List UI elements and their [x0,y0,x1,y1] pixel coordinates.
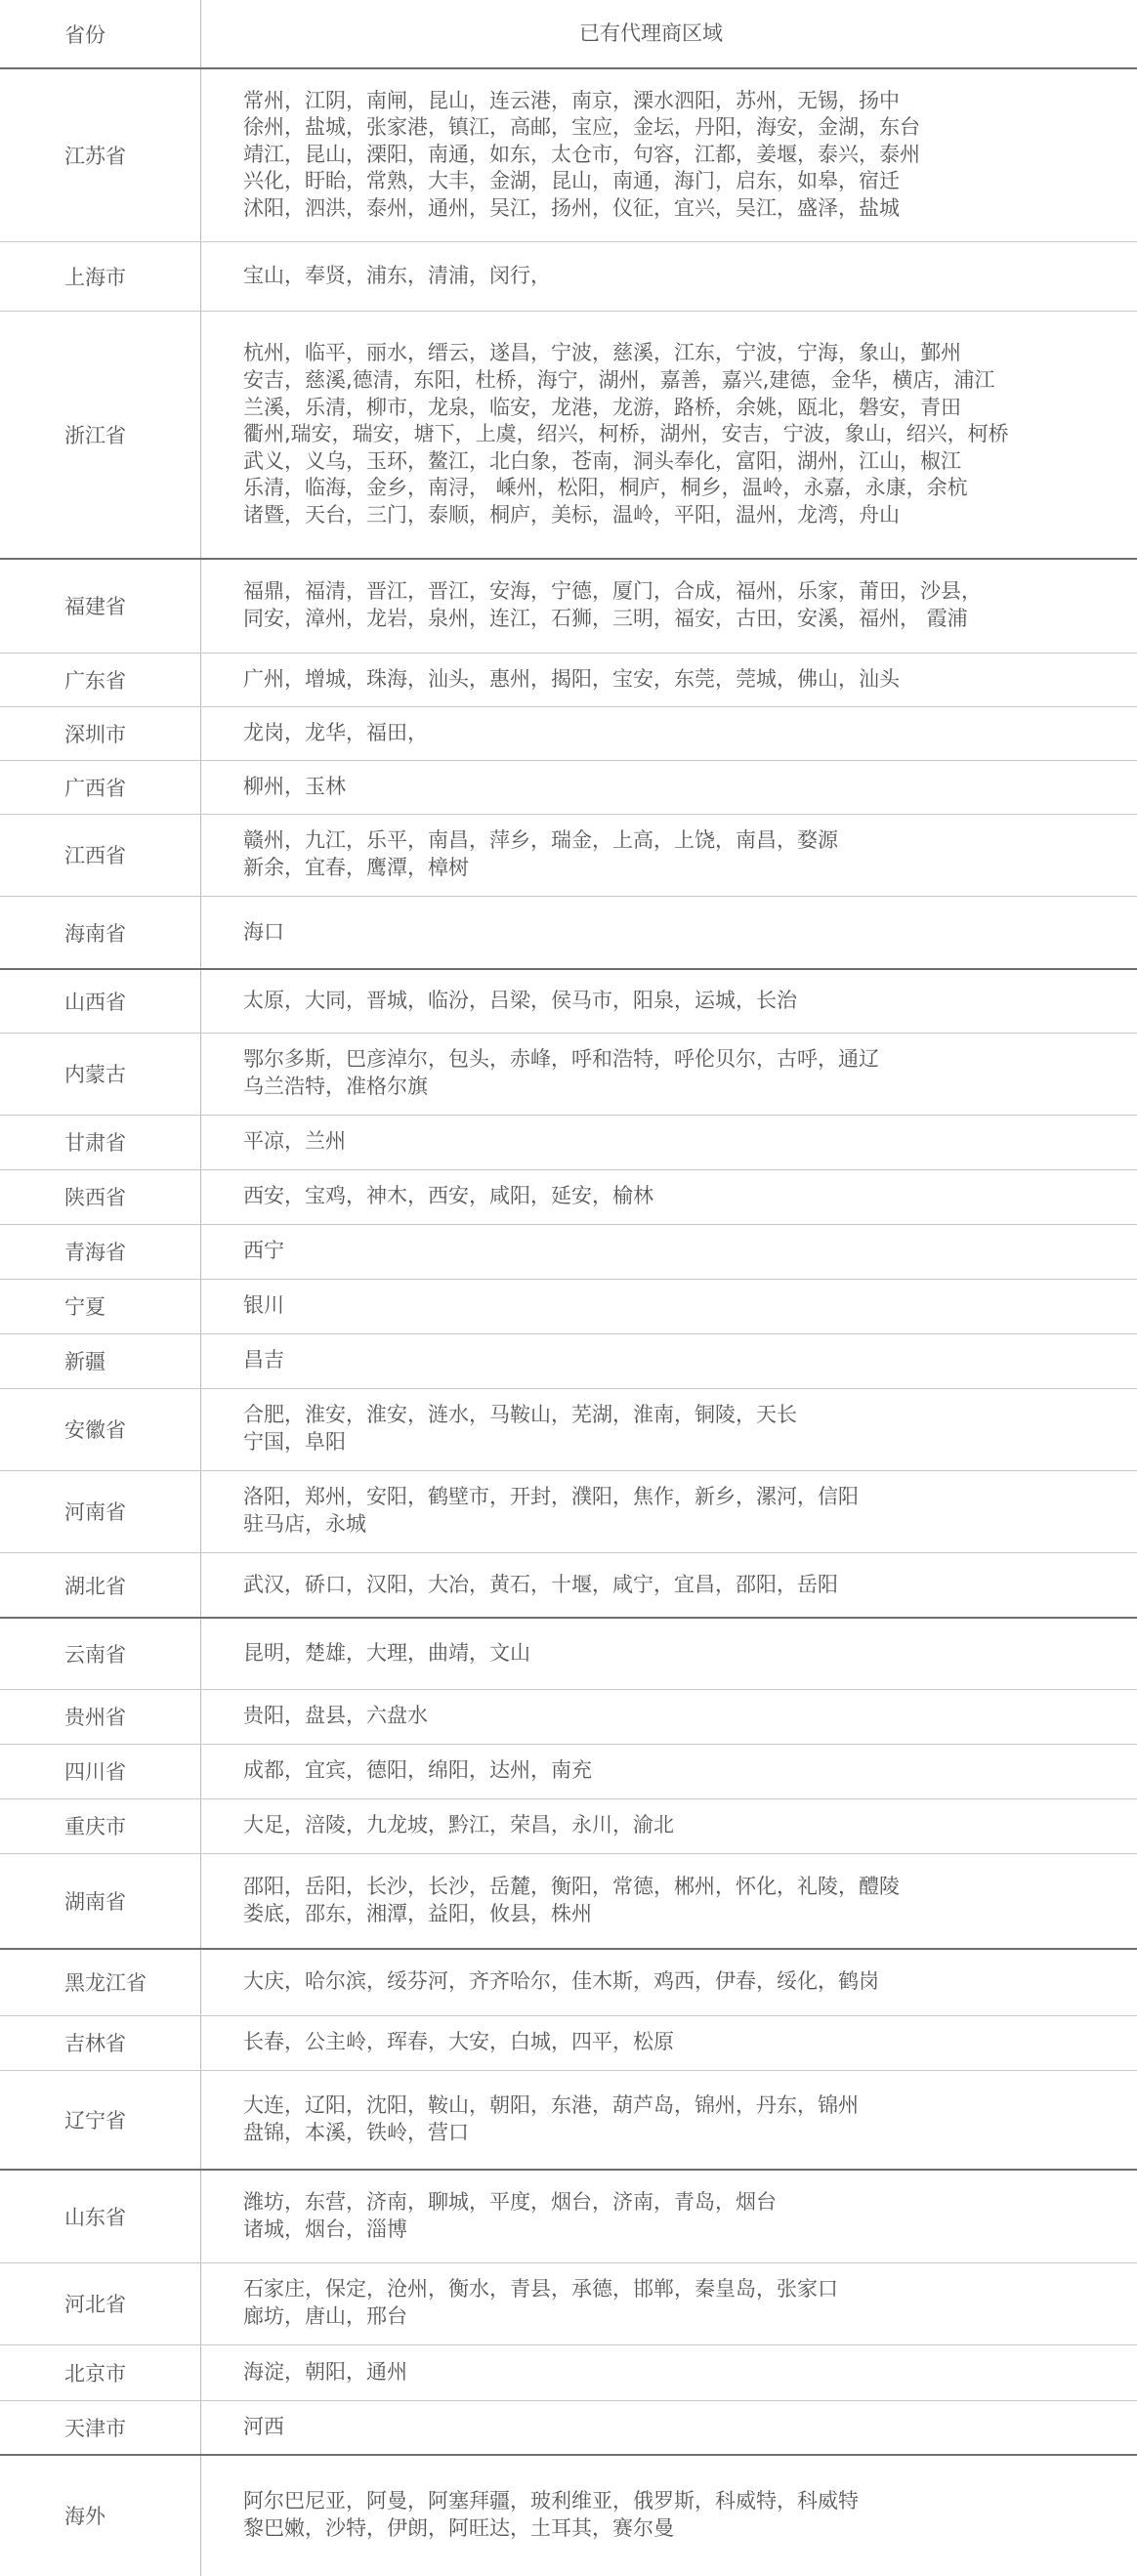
table-row [0,1169,1137,1224]
province-cell: 海外 [0,2455,201,2576]
area-line: 海口 [243,919,284,944]
province-cell: 青海省 [0,1224,201,1279]
row-divider [0,1169,1137,1170]
table-row [0,1333,1137,1388]
province-cell: 甘肃省 [0,1115,201,1169]
area-line: 鄂尔多斯，巴彦淖尔，包头，赤峰，呼和浩特，呼伦贝尔，古呼，通辽 [243,1047,879,1072]
area-line: 邵阳，岳阳，长沙，长沙，岳麓，衡阳，常德，郴州，怀化，礼陵，醴陵 [243,1875,900,1899]
areas-cell [202,1949,1137,2015]
row-divider [0,1115,1137,1116]
table-row [0,1853,1137,1949]
area-line: 安吉，慈溪,德清，东阳，杜桥，海宁，湖州，嘉善，嘉兴,建德，金华，横店，浦江 [243,368,995,393]
province-cell: 安徽省 [0,1388,201,1470]
area-line: 靖江，昆山，溧阳，南通，如东，太仓市，句容，江都，姜堰，泰兴，泰州 [243,142,920,166]
areas-cell [202,1618,1137,1689]
table-row [0,1279,1137,1333]
area-line: 贵阳，盘县，六盘水 [243,1704,428,1728]
areas-cell [202,706,1137,760]
table-row [0,2400,1137,2455]
table-row [0,68,1137,241]
section-divider [0,968,1137,970]
area-line: 银川 [243,1293,284,1318]
table-row [0,969,1137,1033]
table-row [0,760,1137,814]
row-divider [0,760,1137,761]
area-line: 大足，涪陵，九龙坡，黔江，荣昌，永川，渝北 [243,1813,674,1837]
table-row [0,2262,1137,2344]
table-row [0,1618,1137,1689]
table-row [0,2170,1137,2262]
table-row [0,1388,1137,1470]
areas-cell [202,896,1137,969]
area-line: 诸城，烟台，淄博 [243,2217,407,2241]
province-cell: 吉林省 [0,2015,201,2070]
province-cell: 四川省 [0,1744,201,1798]
areas-cell [202,311,1137,559]
province-cell: 北京市 [0,2344,201,2400]
row-divider [0,1279,1137,1280]
table-row [0,2015,1137,2070]
row-divider [0,1333,1137,1334]
areas-cell [202,2015,1137,2070]
section-divider [0,2454,1137,2456]
row-divider [0,1798,1137,1799]
area-line: 杭州，临平，丽水，缙云，遂昌，宁波，慈溪，江东，宁波，宁海，象山，鄞州 [243,341,961,365]
row-divider [0,1853,1137,1854]
table-row [0,1744,1137,1798]
areas-cell [202,2070,1137,2170]
areas-cell [202,1552,1137,1618]
area-line: 黎巴嫩，沙特，伊朗，阿旺达，土耳其，赛尔曼 [243,2516,674,2540]
area-line: 西宁 [243,1239,284,1263]
row-divider [0,1033,1137,1034]
province-cell: 广东省 [0,653,201,706]
areas-cell [202,2344,1137,2400]
area-line: 太原，大同，晋城，临汾，吕梁，侯马市，阳泉，运城，长治 [243,988,797,1012]
table-row [0,1224,1137,1279]
table-row [0,1033,1137,1115]
row-divider [0,1552,1137,1553]
area-line: 诸暨，天台，三门，泰顺，桐庐，美标，温岭，平阳，温州，龙湾，舟山 [243,502,900,527]
areas-cell [202,1798,1137,1853]
area-line: 潍坊，东营，济南，聊城，平度，烟台，济南，青岛，烟台 [243,2189,777,2214]
row-divider [0,1224,1137,1225]
header-province: 省份 [0,0,201,68]
province-cell: 黑龙江省 [0,1949,201,2015]
section-divider [0,558,1137,560]
section-divider [0,1948,1137,1950]
area-line: 驻马店，永城 [243,1512,366,1536]
row-divider [0,2400,1137,2401]
province-cell: 天津市 [0,2400,201,2455]
areas-cell [202,1853,1137,1949]
area-line: 娄底，邵东，湘潭，益阳，攸县，株州 [243,1902,592,1925]
area-line: 昆明，楚雄，大理，曲靖，文山 [243,1640,530,1665]
area-line: 兴化，盱眙，常熟，大丰，金湖，昆山，南通，海门，启东，如皋，宿迁 [243,169,900,193]
row-divider [0,1744,1137,1745]
area-line: 昌吉 [243,1348,284,1372]
province-cell: 山西省 [0,969,201,1033]
areas-cell [202,2170,1137,2262]
province-cell: 宁夏 [0,1279,201,1333]
area-line: 宁国，阜阳 [243,1430,346,1454]
table-row [0,896,1137,969]
area-line: 阿尔巴尼亚，阿曼，阿塞拜疆，玻利维亚，俄罗斯，科威特，科威特 [243,2489,859,2513]
province-cell: 重庆市 [0,1798,201,1853]
row-divider [0,1470,1137,1471]
areas-cell [202,559,1137,653]
table-row [0,2455,1137,2576]
province-cell: 贵州省 [0,1689,201,1744]
area-line: 新余，宜春，鹰潭，樟树 [243,856,469,879]
areas-cell [202,1169,1137,1224]
header-areas: 已有代理商区域 [579,21,723,46]
area-line: 赣州，九江，乐平，南昌，萍乡，瑞金，上高，上饶，南昌，婺源 [243,828,838,853]
area-line: 海淀，朝阳，通州 [243,2359,407,2384]
area-line: 成都，宜宾，德阳，绵阳，达州，南充 [243,1758,592,1783]
area-line: 平凉，兰州 [243,1129,346,1154]
area-line: 石家庄，保定，沧州，衡水，青县，承德，邯郸，秦皇岛，张家口 [243,2277,838,2302]
table-row [0,241,1137,311]
province-cell: 河南省 [0,1470,201,1552]
province-cell: 山东省 [0,2170,201,2262]
area-line: 乐清，临海，金乡，南浔， 嵊州，松阳，桐庐，桐乡，温岭，永嘉，永康，余杭 [243,476,968,500]
province-cell: 江西省 [0,814,201,896]
areas-cell [202,2262,1137,2344]
row-divider [0,1388,1137,1389]
areas-cell [202,1388,1137,1470]
area-line: 廊坊，唐山，邢台 [243,2304,407,2328]
areas-cell [202,1115,1137,1169]
area-line: 广州，增城，珠海，汕头，惠州，揭阳，宝安，东莞，莞城，佛山，汕头 [243,666,900,691]
area-line: 大庆，哈尔滨，绥芬河，齐齐哈尔，佳木斯，鸡西，伊春，绥化，鹤岗 [243,1969,879,1994]
table-row [0,2070,1137,2170]
area-line: 柳州，玉林 [243,774,346,798]
province-cell: 新疆 [0,1333,201,1388]
row-divider [0,653,1137,654]
table-row [0,1552,1137,1618]
area-line: 衢州,瑞安，瑞安，塘下，上虞，绍兴，柯桥，湖州，安吉，宁波，象山，绍兴，柯桥 [243,422,1009,446]
area-line: 洛阳，郑州，安阳，鹤壁市，开封，濮阳，焦作，新乡，漯河，信阳 [243,1485,859,1509]
table-row [0,2344,1137,2400]
area-line: 沭阳，泗洪，泰州，通州，吴江，扬州，仪征，宜兴，吴江，盛泽，盐城 [243,195,900,220]
areas-cell [202,68,1137,241]
province-cell: 云南省 [0,1618,201,1689]
areas-cell [202,760,1137,814]
province-cell: 福建省 [0,559,201,653]
area-line: 常州，江阴，南闸，昆山，连云港，南京，溧水泗阳，苏州，无锡，扬中 [243,88,900,112]
areas-cell [202,969,1137,1033]
area-line: 长春，公主岭，珲春，大安，白城，四平，松原 [243,2030,674,2054]
areas-cell [202,1279,1137,1333]
row-divider [0,2070,1137,2071]
areas-cell [202,1333,1137,1388]
table-row [0,1949,1137,2015]
province-cell: 江苏省 [0,68,201,241]
areas-cell [202,814,1137,896]
row-divider [0,896,1137,897]
area-line: 合肥，淮安，淮安，涟水，马鞍山，芜湖，淮南，铜陵，天长 [243,1403,797,1427]
province-cell: 浙江省 [0,311,201,559]
table-row [0,814,1137,896]
province-cell: 辽宁省 [0,2070,201,2170]
areas-cell [202,1224,1137,1279]
area-line: 盘锦，本溪，铁岭，营口 [243,2121,469,2144]
section-divider [0,67,1137,69]
province-cell: 深圳市 [0,706,201,760]
table-row [0,706,1137,760]
areas-cell [202,2400,1137,2455]
area-line: 河西 [243,2415,284,2439]
province-cell: 湖北省 [0,1552,201,1618]
province-cell: 陕西省 [0,1169,201,1224]
section-divider [0,2169,1137,2171]
row-divider [0,2015,1137,2016]
table-row [0,1115,1137,1169]
area-line: 兰溪，乐清，柳市，龙泉，临安，龙港，龙游，路桥，余姚，瓯北，磐安，青田 [243,395,961,419]
row-divider [0,241,1137,242]
area-line: 徐州，盐城，张家港，镇江，高邮，宝应，金坛，丹阳，海安，金湖，东台 [243,115,920,140]
row-divider [0,2262,1137,2263]
areas-cell [202,1470,1137,1552]
row-divider [0,1689,1137,1690]
areas-cell [202,2455,1137,2576]
row-divider [0,814,1137,815]
area-line: 大连，辽阳，沈阳，鞍山，朝阳，东港，葫芦岛，锦州，丹东，锦州 [243,2093,859,2118]
province-cell: 上海市 [0,241,201,311]
areas-cell [202,1033,1137,1115]
province-cell: 河北省 [0,2262,201,2344]
table-row [0,559,1137,653]
area-line: 武义，义乌，玉环，鳌江，北白象，苍南，洞头奉化，富阳，湖州，江山，椒江 [243,448,961,473]
section-divider [0,1617,1137,1619]
areas-cell [202,241,1137,311]
table-row [0,311,1137,559]
table-header [0,0,1137,68]
table-row [0,653,1137,706]
areas-cell [202,1689,1137,1744]
province-cell: 湖南省 [0,1853,201,1949]
area-line: 西安，宝鸡，神木，西安，咸阳，延安，榆林 [243,1184,653,1208]
table-row [0,1470,1137,1552]
areas-cell [202,1744,1137,1798]
table-row [0,1689,1137,1744]
province-cell: 广西省 [0,760,201,814]
area-line: 乌兰浩特，准格尔旗 [243,1075,428,1098]
row-divider [0,2344,1137,2345]
row-divider [0,706,1137,707]
area-line: 宝山，奉贤，浦东，清浦，闵行， [243,263,551,287]
table-row [0,1798,1137,1853]
area-line: 武汉，硚口，汉阳，大冶，黄石，十堰，咸宁，宜昌，邵阳，岳阳 [243,1572,838,1596]
area-line: 龙岗，龙华，福田， [243,720,428,744]
row-divider [0,311,1137,312]
province-cell: 内蒙古 [0,1033,201,1115]
area-line: 福鼎，福清，晋江，晋江，安海，宁德，厦门，合成，福州，乐家，莆田，沙县， [243,579,982,604]
province-cell: 海南省 [0,896,201,969]
area-line: 同安，漳州，龙岩，泉州，连江，石狮，三明，福安，古田，安溪，福州， 霞浦 [243,607,968,630]
areas-cell [202,653,1137,706]
